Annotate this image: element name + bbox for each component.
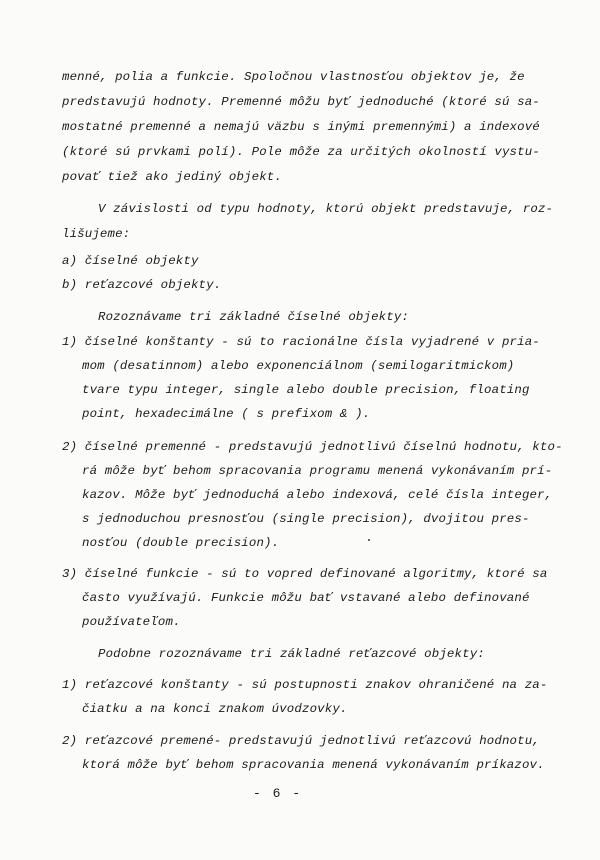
text-line: mom (desatinnom) alebo exponenciálnom (semilogaritmickom) xyxy=(82,359,515,373)
list-item: a) číselné objekty xyxy=(62,254,199,268)
text-line: čiatku a na konci znakom úvodzovky. xyxy=(82,702,348,716)
text-line: kazov. Môže byť jednoduchá alebo indexová, celé čísla integer, xyxy=(82,488,553,502)
text-line: ktorá môže byť behom spracovania menená vykonávaním príkazov. xyxy=(82,758,545,772)
text-line: povať tiež ako jediný objekt. xyxy=(62,170,282,184)
section-heading: Rozoznávame tri základné číselné objekty: xyxy=(98,310,410,324)
text-line: nosťou (double precision). xyxy=(82,536,280,550)
list-item: 1) reťazcové konštanty - sú postupnosti znakov ohraničené na za- xyxy=(62,678,548,692)
text-line: menné, polia a funkcie. Spoločnou vlastnosťou objektov je, že xyxy=(62,70,525,84)
page-number: - 6 - xyxy=(253,786,303,801)
ink-speck xyxy=(368,539,370,541)
text-line: rá môže byť behom spracovania programu menená vykonávaním prí- xyxy=(82,464,553,478)
list-item: 2) číselné premenné - predstavujú jednotlivú číselnú hodnotu, kto- xyxy=(62,440,563,454)
text-line: mostatné premenné a nemajú väzbu s inými premennými) a indexové xyxy=(62,120,540,134)
text-line: často využívajú. Funkcie môžu bať vstavané alebo definované xyxy=(82,591,530,605)
list-item: 1) číselné konštanty - sú to racionálne čísla vyjadrené v pria- xyxy=(62,335,540,349)
list-item: 2) reťazcové premené- predstavujú jednotlivú reťazcovú hodnotu, xyxy=(62,734,540,748)
text-line: point, hexadecimálne ( s prefixom & ). xyxy=(82,407,371,421)
list-item: b) reťazcové objekty. xyxy=(62,278,222,292)
section-heading: Podobne rozoznávame tri základné reťazcové objekty: xyxy=(98,647,485,661)
text-line: tvare typu integer, single alebo double precision, floating xyxy=(82,383,530,397)
text-line: lišujeme: xyxy=(62,227,131,241)
text-line: V závislosti od typu hodnoty, ktorú objekt predstavuje, roz- xyxy=(98,202,554,216)
list-item: 3) číselné funkcie - sú to vopred definované algoritmy, ktoré sa xyxy=(62,567,548,581)
text-line: používateľom. xyxy=(82,615,181,629)
text-line: predstavujú hodnoty. Premenné môžu byť jednoduché (ktoré sú sa- xyxy=(62,95,540,109)
text-line: s jednoduchou presnosťou (single precision), dvojitou pres- xyxy=(82,512,530,526)
text-line: (ktoré sú prvkami polí). Pole môže za určitých okolností vystu- xyxy=(62,145,540,159)
